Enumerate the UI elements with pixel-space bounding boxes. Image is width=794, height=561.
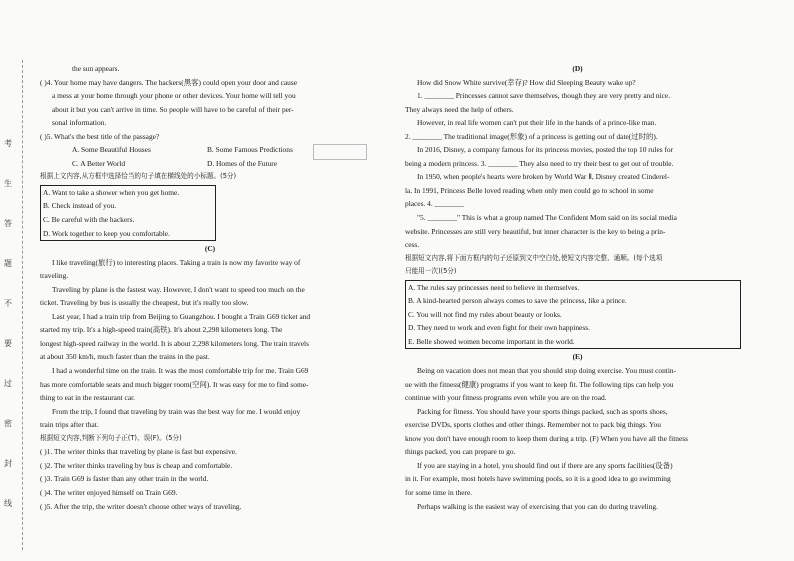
passage-line: know you don't have enough room to keep them during a trip. (F) When you have all the fitness xyxy=(405,433,689,443)
box-item: A. Want to take a shower when you get home. xyxy=(43,187,180,197)
answer-box-d xyxy=(405,280,741,350)
tf-item: ( )1. The writer thinks that traveling by plane is fast but expensive. xyxy=(40,447,237,457)
passage-line: They always need the help of others. xyxy=(405,104,514,114)
passage-line: In 2016, Disney, a company famous for its princess movies, posted the top 10 rules for xyxy=(417,145,674,155)
tf-item: ( )2. The writer thinks traveling by bus is cheap and comfortable. xyxy=(40,460,233,470)
side-char: 封 xyxy=(4,459,12,468)
right-column xyxy=(405,62,750,513)
box-item: E. Belle showed women become important in the world. xyxy=(408,336,575,346)
passage-line: website. Princesses are still very beautiful, but inner character is the key to being a prin- xyxy=(405,226,666,236)
option-a: A. Some Beautiful Houses xyxy=(72,145,151,155)
answer-box-b xyxy=(40,185,216,241)
box-item: C. You will not find my rules about beauty or looks. xyxy=(408,309,562,319)
passage-line: places. 4. ________ xyxy=(405,199,465,209)
passage-line: train trips after that. xyxy=(40,420,99,430)
passage-line: In 1950, when people's hearts were broken by World War Ⅱ, Disney created Cinderel- xyxy=(417,172,670,182)
passage-line: has more comfortable seats and much bigger room(空间). It was easy for me to find some- xyxy=(40,379,309,389)
box-item: C. Be careful with the hackers. xyxy=(43,215,135,225)
side-char: 线 xyxy=(4,499,12,508)
fold-line xyxy=(22,60,24,550)
question-q5: ( )5. What's the best title of the passage? xyxy=(40,131,160,141)
text-line: a mess at your home through your phone or other devices. Your home will tell you xyxy=(52,91,296,101)
tf-item: ( )4. The writer enjoyed himself on Train G69. xyxy=(40,487,178,497)
section-d-heading: (D) xyxy=(572,64,583,73)
side-char: 题 xyxy=(4,259,12,268)
side-char: 不 xyxy=(4,299,12,308)
side-char: 密 xyxy=(4,419,12,428)
passage-line: However, in real life women can't put their life in the hands of a prince-like man. xyxy=(417,118,657,128)
box-item: A. The rules say princesses need to believe in themselves. xyxy=(408,282,580,292)
passage-line: From the trip, I found that traveling by train was the best way for me. I would enjoy xyxy=(52,406,301,416)
side-margin-notice xyxy=(2,140,14,540)
passage-line: cess. xyxy=(405,240,420,250)
tf-item: ( )3. Train G69 is faster than any other train in the world. xyxy=(40,474,209,484)
passage-line: traveling. xyxy=(40,271,69,281)
faded-stamp xyxy=(313,144,367,160)
passage-line: longest high-speed railway in the world. It is about 2,298 kilometers long. The train travels xyxy=(40,338,309,348)
box-item: D. Work together to keep you comfortable. xyxy=(43,228,170,238)
text-line: the sun appears. xyxy=(72,64,120,73)
text-line: about it but you can't arrive in time. So people will have to be careful of their per- xyxy=(52,104,294,114)
passage-line: exercise DVDs, sports clothes and other things. Remember not to pack big things. You xyxy=(405,420,661,430)
side-char: 要 xyxy=(4,339,12,348)
passage-line: ue with the fitness(健康) programs if you want to keep fit. The following tips can help you xyxy=(405,379,674,389)
instruction-c: 根据短文内容,判断下列句子正(T)、误(F)。(5分) xyxy=(40,433,182,442)
passage-line: Being on vacation does not mean that you should stop doing exercise. You must contin- xyxy=(417,366,677,376)
section-c-heading: (C) xyxy=(204,244,216,254)
side-char: 生 xyxy=(4,179,12,188)
passage-line: Last year, I had a train trip from Beijing to Guangzhou. I bought a Train G69 ticket and xyxy=(52,311,311,321)
box-item: D. They need to work and even fight for their own happiness. xyxy=(408,323,590,333)
passage-line: "5. ________" This is what a group named The Confident Mom said on its social media xyxy=(417,213,677,223)
side-char: 考 xyxy=(4,139,12,148)
left-column xyxy=(40,62,380,513)
passage-line: I had a wonderful time on the train. It was the most comfortable trip for me. Train G69 xyxy=(52,366,309,376)
passage-line: Perhaps walking is the easiest way of exercising that you can do during traveling. xyxy=(417,501,658,511)
passage-line: Traveling by plane is the fastest way. However, I don't want to speed too much on the xyxy=(52,284,305,294)
passage-line: started my trip. It's a high-speed train(高铁). It's about 2,298 kilometers long. The xyxy=(40,325,283,335)
section-e-heading: (E) xyxy=(572,352,583,362)
passage-line: 1. ________ Princesses cannot save themselves, though they are very pretty and nice. xyxy=(417,91,671,101)
passage-line: thing to eat in the restaurant car. xyxy=(40,393,136,403)
side-char: 答 xyxy=(4,219,12,228)
passage-line: I like traveling(旅行) to interesting places. Taking a train is now my favorite way of xyxy=(52,257,301,267)
side-char: 过 xyxy=(4,379,12,388)
passage-line: things packed, you can prepare to go. xyxy=(405,447,516,457)
instruction-d: 根据短文内容,将下面方框内的句子还原到文中空白处,使短文内容完整、通顺。(每个选项 xyxy=(405,253,663,262)
tf-item: ( )5. After the trip, the writer doesn't choose other ways of traveling. xyxy=(40,501,242,511)
box-item: B. A kind-hearted person always comes to save the princess, like a prince. xyxy=(408,296,627,306)
passage-line: 2. ________ The traditional image(形象) of a princess is getting out of date(过时的). xyxy=(405,131,658,141)
passage-line: How did Snow White survive(幸存)? How did Sleeping Beauty wake up? xyxy=(417,77,636,87)
passage-line: in it. For example, most hotels have swimming pools, so it is a good idea to go swimming xyxy=(405,474,671,484)
passage-line: Packing for fitness. You should have your sports things packed, such as sports shoes, xyxy=(417,406,668,416)
option-b: B. Some Famous Predictions xyxy=(207,145,293,155)
question-q4: ( )4. Your home may have dangers. The hackers(黑客) could open your door and cause xyxy=(40,77,298,87)
option-c: C. A Better World xyxy=(72,158,126,168)
passage-line: If you are staying in a hotel, you should find out if there are any sports facilities(设备) xyxy=(417,460,673,470)
passage-line: la. In 1991, Princess Belle loved reading when only men could go to school in some xyxy=(405,185,654,195)
instruction-d: 只能用一次)(5分) xyxy=(405,267,457,276)
box-item: B. Check instead of you. xyxy=(43,201,117,211)
passage-line: at about 350 km/h, much faster than the trains in the past. xyxy=(40,352,210,362)
passage-line: continue with your fitness programs even while you are on the road. xyxy=(405,393,607,403)
instruction-b: 根据上文内容,从方框中选择恰当的句子填在横线处的小标题。(5分) xyxy=(40,172,237,181)
option-d: D. Homes of the Future xyxy=(207,158,277,168)
passage-line: being a modern princess. 3. ________ They also need to try their best to get out of trouble. xyxy=(405,158,674,168)
passage-line: for some time in there. xyxy=(405,487,473,497)
text-line: sonal information. xyxy=(52,118,107,128)
passage-line: ticket. Traveling by bus is usually the cheapest, but it's really too slow. xyxy=(40,298,249,308)
